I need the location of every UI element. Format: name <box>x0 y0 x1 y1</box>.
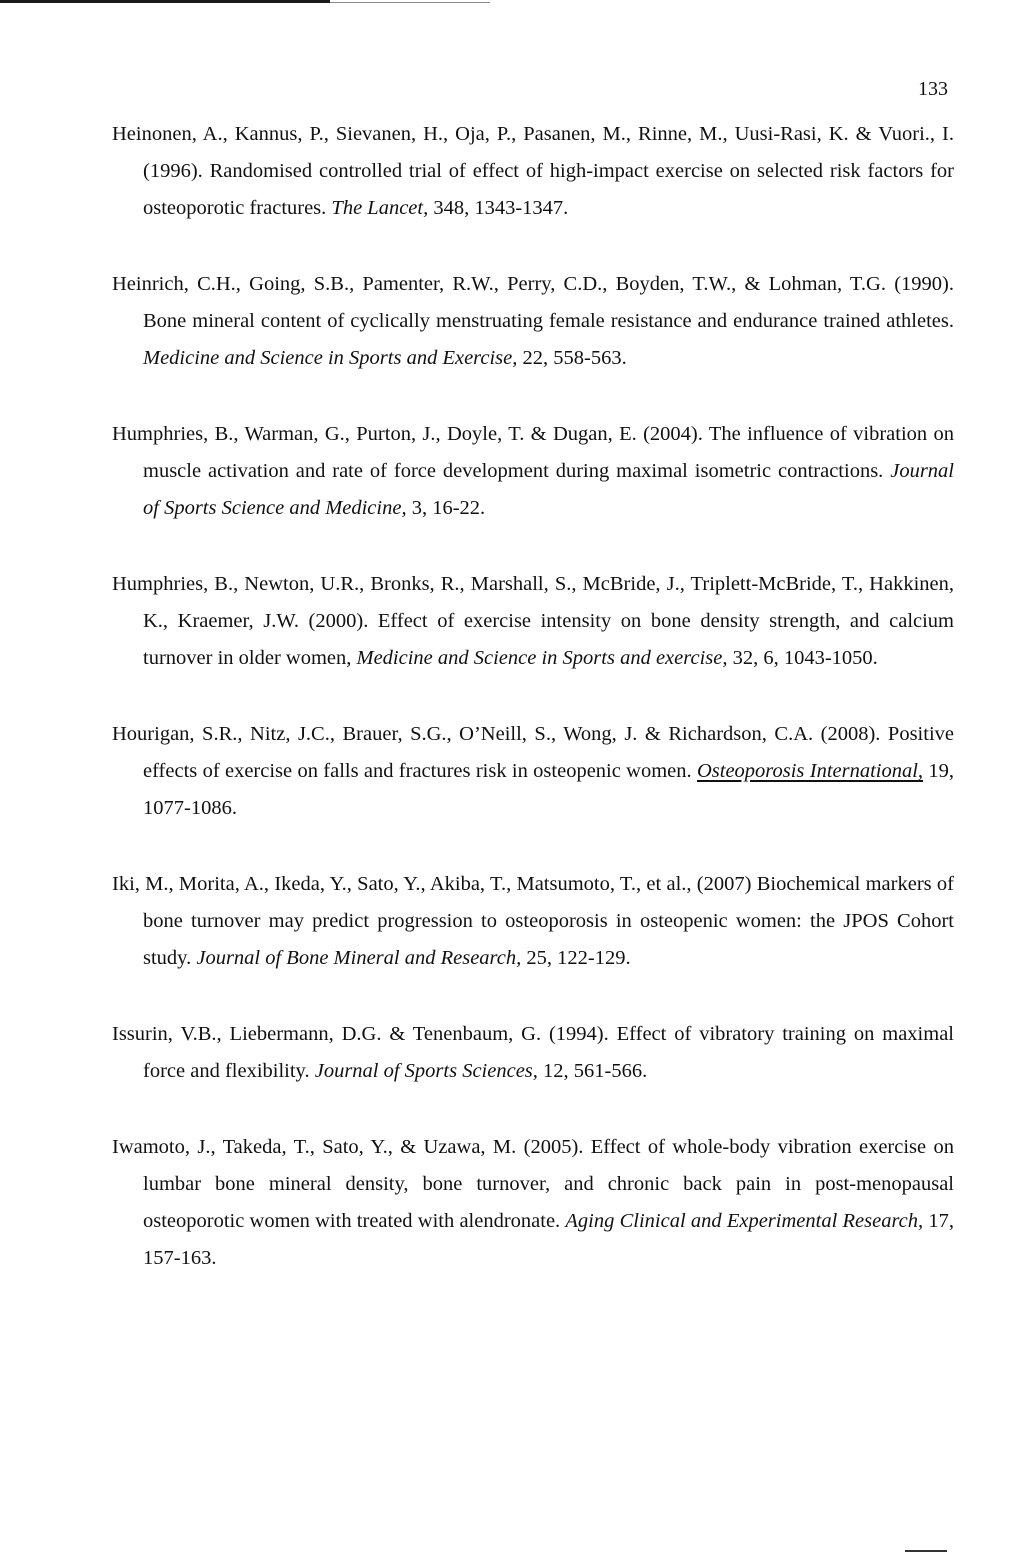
reference-citation: 348, 1343-1347. <box>428 197 569 219</box>
reference-citation: 19, 1077-1086. <box>143 760 955 819</box>
reference-entry-humphries-2004 <box>112 416 954 527</box>
reference-citation: 12, 561-566. <box>537 1060 648 1082</box>
bottom-scan-mark <box>905 1550 947 1552</box>
reference-entry-issurin <box>112 1016 954 1090</box>
reference-citation: 3, 16-22. <box>406 497 486 519</box>
reference-entry-hourigan <box>112 716 954 827</box>
reference-entry-heinrich <box>112 266 954 377</box>
reference-entry-humphries-2000 <box>112 566 954 677</box>
reference-text: Issurin, V.B., Liebermann, D.G. & Tenenbaum, G. (1994). Effect of vibratory training on maximal force and flexibility. <box>112 1023 954 1082</box>
journal-title: Osteoporosis International, <box>696 760 924 782</box>
reference-citation: 22, 558-563. <box>517 347 627 369</box>
reference-text: Heinonen, A., Kannus, P., Sievanen, H., Oja, P., Pasanen, M., Rinne, M., Uusi-Rasi, K. & Vuori., I. (1996). Randomised controlled trial of effect of high-impact exercise on selected risk factors for osteoporotic fractures. <box>112 123 954 219</box>
journal-title: Journal of Sports Sciences, <box>314 1060 538 1082</box>
reference-text: Iki, M., Morita, A., Ikeda, Y., Sato, Y., Akiba, T., Matsumoto, T., et al., (2007) Biochemical markers of bone turnover may predict progression to osteoporosis in osteopenic women: the JPOS Cohort study. <box>112 873 954 969</box>
journal-title: Medicine and Science in Sports and Exercise, <box>143 347 518 369</box>
reference-entry-iwamoto <box>112 1129 954 1277</box>
reference-list <box>112 116 954 1316</box>
reference-text: Iwamoto, J., Takeda, T., Sato, Y., & Uzawa, M. (2005). Effect of whole-body vibration exercise on lumbar bone mineral density, bone turnover, and chronic back pain in post-menopausal osteoporotic women with treated with alendronate. <box>112 1136 954 1232</box>
journal-title: The Lancet, <box>331 197 429 219</box>
reference-entry-heinonen <box>112 116 954 227</box>
reference-text: Humphries, B., Warman, G., Purton, J., Doyle, T. & Dugan, E. (2004). The influence of vibration on muscle activation and rate of force development during maximal isometric contractions. <box>112 423 954 482</box>
reference-citation: 17, 157-163. <box>143 1210 954 1269</box>
journal-title: Journal of Sports Science and Medicine, <box>143 460 954 519</box>
reference-citation: 32, 6, 1043-1050. <box>727 647 878 669</box>
journal-title: Aging Clinical and Experimental Research, <box>565 1210 924 1232</box>
reference-text: Heinrich, C.H., Going, S.B., Pamenter, R.W., Perry, C.D., Boyden, T.W., & Lohman, T.G. (1990). Bone mineral content of cyclically menstruating female resistance and endurance trained athletes. <box>112 273 954 332</box>
reference-text: Hourigan, S.R., Nitz, J.C., Brauer, S.G., O’Neill, S., Wong, J. & Richardson, C.A. (2008). Positive effects of exercise on falls and fractures risk in osteopenic women. <box>112 723 954 782</box>
top-scan-rule-thin <box>330 2 490 3</box>
reference-entry-iki <box>112 866 954 977</box>
top-scan-rule <box>0 0 330 3</box>
journal-title: Journal of Bone Mineral and Research, <box>196 947 522 969</box>
reference-citation: 25, 122-129. <box>521 947 631 969</box>
journal-title: Medicine and Science in Sports and exercise, <box>356 647 728 669</box>
page-number: 133 <box>918 78 948 100</box>
reference-text: Humphries, B., Newton, U.R., Bronks, R., Marshall, S., McBride, J., Triplett-McBride, T., Hakkinen, K., Kraemer, J.W. (2000). Effect of exercise intensity on bone density strength, and calcium turnover in older women, <box>112 573 954 669</box>
